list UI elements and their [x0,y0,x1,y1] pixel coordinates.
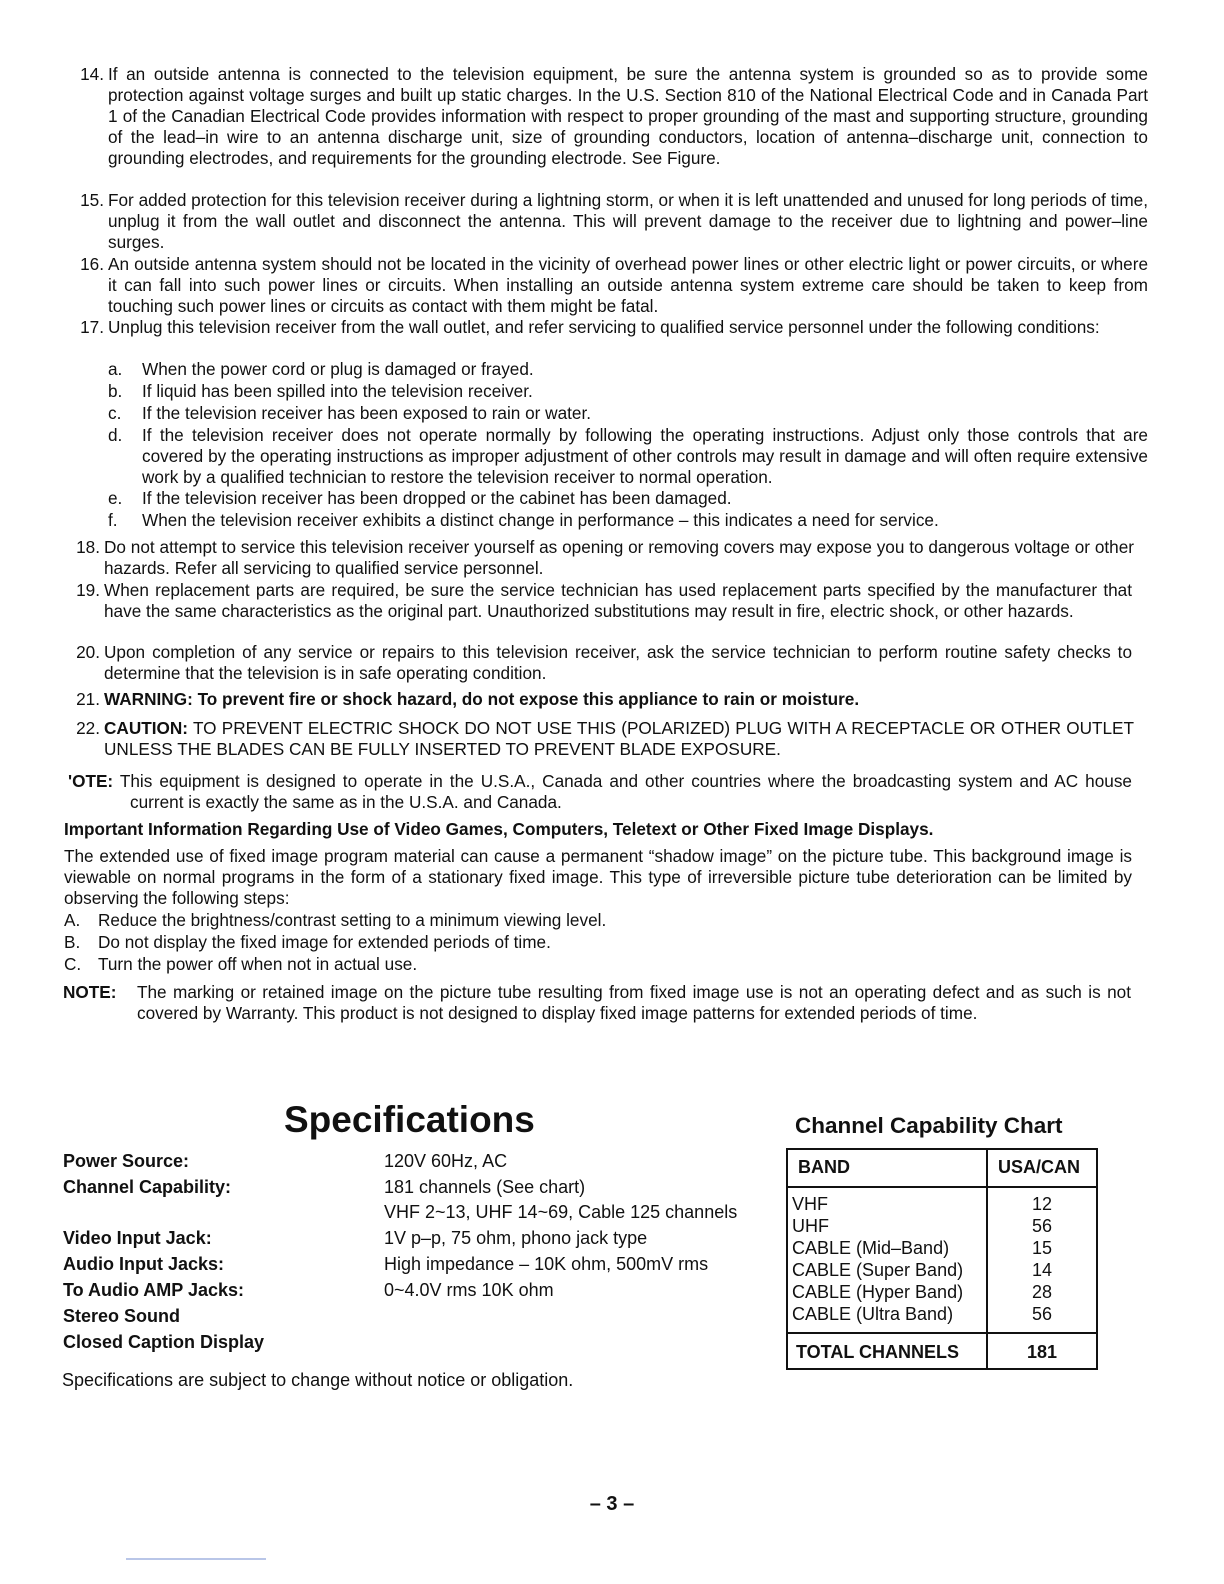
video-input-label: Video Input Jack: [63,1228,212,1248]
band-row-cable-hyper: CABLE (Hyper Band) [792,1282,964,1302]
band-row-uhf: UHF [792,1216,829,1236]
channel-capability-value: 181 channels (See chart) [384,1177,586,1197]
band-row-cable-mid: CABLE (Mid–Band) [792,1238,950,1258]
channel-chart-header [788,1150,1096,1188]
total-channels-label: TOTAL CHANNELS [796,1342,960,1362]
count-row-vhf: 12 [1031,1194,1053,1214]
power-source-value: 120V 60Hz, AC [384,1151,508,1171]
specifications-title: Specifications [284,1099,535,1140]
safety-item-16: 16. An outside antenna system should not be located in the vicinity of overhead power lines or other electric light or power circuits, or where it can fall into such power lines or circuits. When installing an outside antenna system extreme care should be taken to keep from touching such power lines or circuits as contact with them might be fatal. [80,254,1148,316]
audio-input-label: Audio Input Jacks: [63,1254,225,1274]
band-row-vhf: VHF [792,1194,828,1214]
safety-item-17d: d. If the television receiver does not operate normally by following the operating instructions. Adjust only those controls that are covered by the operating instructions as improper adjustment of other controls may result in damage and will often require extensive work by a qualified technician to restore the television receiver to normal operation. [108,425,1148,487]
safety-item-17b: b. If liquid has been spilled into the television receiver. [108,381,533,401]
closed-caption-label: Closed Caption Display [63,1332,265,1352]
count-row-cable-ultra: 56 [1031,1304,1053,1324]
channel-chart-total-row [788,1332,1096,1370]
count-row-cable-super: 14 [1031,1260,1053,1280]
fixed-image-step-a: A. Reduce the brightness/contrast setting to a minimum viewing level. [64,910,607,930]
safety-item-17: 17. Unplug this television receiver from the wall outlet, and refer servicing to qualified service personnel under the following conditions: [80,317,1100,337]
footer-rule [126,1558,266,1560]
fixed-image-body: The extended use of fixed image program material can cause a permanent “shadow image” on the picture tube. This background image is viewable on normal programs in the form of a stationary fixed image. This type of irreversible picture tube deterioration can be limited by observing the following steps: [64,846,1132,908]
count-row-uhf: 56 [1031,1216,1053,1236]
fixed-image-note: NOTE: The marking or retained image on the picture tube resulting from fixed image use is not an operating defect and as such is not covered by Warranty. This product is not designed to display fixed image patterns for extended periods of time. [63,982,1131,1023]
page-number: – 3 – [589,1493,635,1515]
audio-amp-value: 0~4.0V rms 10K ohm [384,1280,554,1300]
safety-item-19: 19. When replacement parts are required, be sure the service technician has used replacement parts specified by the manufacturer that have the same characteristics as the original part. Unauthorized substitutions may result in fire, electric shock, or other hazards. [76,580,1132,621]
channel-capability-detail: VHF 2~13, UHF 14~69, Cable 125 channels [384,1202,738,1222]
channel-chart-table [786,1148,1098,1370]
safety-item-20: 20. Upon completion of any service or repairs to this television receiver, ask the service technician to perform routine safety checks to determine that the television is in safe operating condition. [76,642,1132,683]
count-row-cable-hyper: 28 [1031,1282,1053,1302]
total-channels-value: 181 [1026,1342,1058,1362]
safety-item-17c: c. If the television receiver has been exposed to rain or water. [108,403,592,423]
fixed-image-step-c: C. Turn the power off when not in actual use. [64,954,418,974]
safety-item-17e: e. If the television receiver has been dropped or the cabinet has been damaged. [108,488,732,508]
band-row-cable-super: CABLE (Super Band) [792,1260,964,1280]
channel-chart-title: Channel Capability Chart [795,1113,1063,1138]
safety-item-14: 14. If an outside antenna is connected to the television equipment, be sure the antenna system is grounded so as to provide some protection against voltage surges and built up static charges. In the U.S. Section 810 of the National Electrical Code and in Canada Part 1 of the Canadian Electrical Code provides information with respect to proper grounding of the mast and supporting structure, grounding of the lead–in wire to an antenna discharge unit, size of grounding conductors, location of antenna–discharge unit, connection to grounding electrodes, and requirements for the grounding electrode. See Figure. [80,64,1148,168]
band-column-header: BAND [798,1157,850,1177]
specs-disclaimer: Specifications are subject to change without notice or obligation. [62,1370,574,1390]
safety-item-18: 18. Do not attempt to service this television receiver yourself as opening or removing covers may expose you to dangerous voltage or other hazards. Refer all servicing to qualified service personnel. [76,537,1134,578]
count-row-cable-mid: 15 [1031,1238,1053,1258]
safety-item-15: 15. For added protection for this television receiver during a lightning storm, or when it is left unattended and unused for long periods of time, unplug it from the wall outlet and disconnect the antenna. This will prevent damage to the receiver due to lightning and power–line surges. [80,190,1148,252]
fixed-image-step-b: B. Do not display the fixed image for extended periods of time. [64,932,551,952]
audio-input-value: High impedance – 10K ohm, 500mV rms [384,1254,709,1274]
fixed-image-heading: Important Information Regarding Use of Video Games, Computers, Teletext or Other Fixed Image Displays. [64,819,934,839]
band-row-cable-ultra: CABLE (Ultra Band) [792,1304,954,1324]
channel-capability-label: Channel Capability: [63,1177,232,1197]
safety-item-17a: a. When the power cord or plug is damaged or frayed. [108,359,534,379]
audio-amp-label: To Audio AMP Jacks: [63,1280,245,1300]
stereo-sound-label: Stereo Sound [63,1306,181,1326]
safety-item-21-warning: 21. WARNING: To prevent fire or shock hazard, do not expose this appliance to rain or moisture. [76,689,860,709]
safety-item-17f: f. When the television receiver exhibits a distinct change in performance – this indicates a need for service. [108,510,939,530]
video-input-value: 1V p–p, 75 ohm, phono jack type [384,1228,648,1248]
region-column-header: USA/CAN [998,1157,1081,1177]
note-equipment: 'OTE: This equipment is designed to operate in the U.S.A., Canada and other countries where the broadcasting system and AC house current is exactly the same as in the U.S.A. and Canada. [68,771,1132,812]
power-source-label: Power Source: [63,1151,190,1171]
safety-item-22-caution: 22. CAUTION: TO PREVENT ELECTRIC SHOCK DO NOT USE THIS (POLARIZED) PLUG WITH A RECEPTACLE OR OTHER OUTLET UNLESS THE BLADES CAN BE FULLY INSERTED TO PREVENT BLADE EXPOSURE. [76,718,1135,759]
